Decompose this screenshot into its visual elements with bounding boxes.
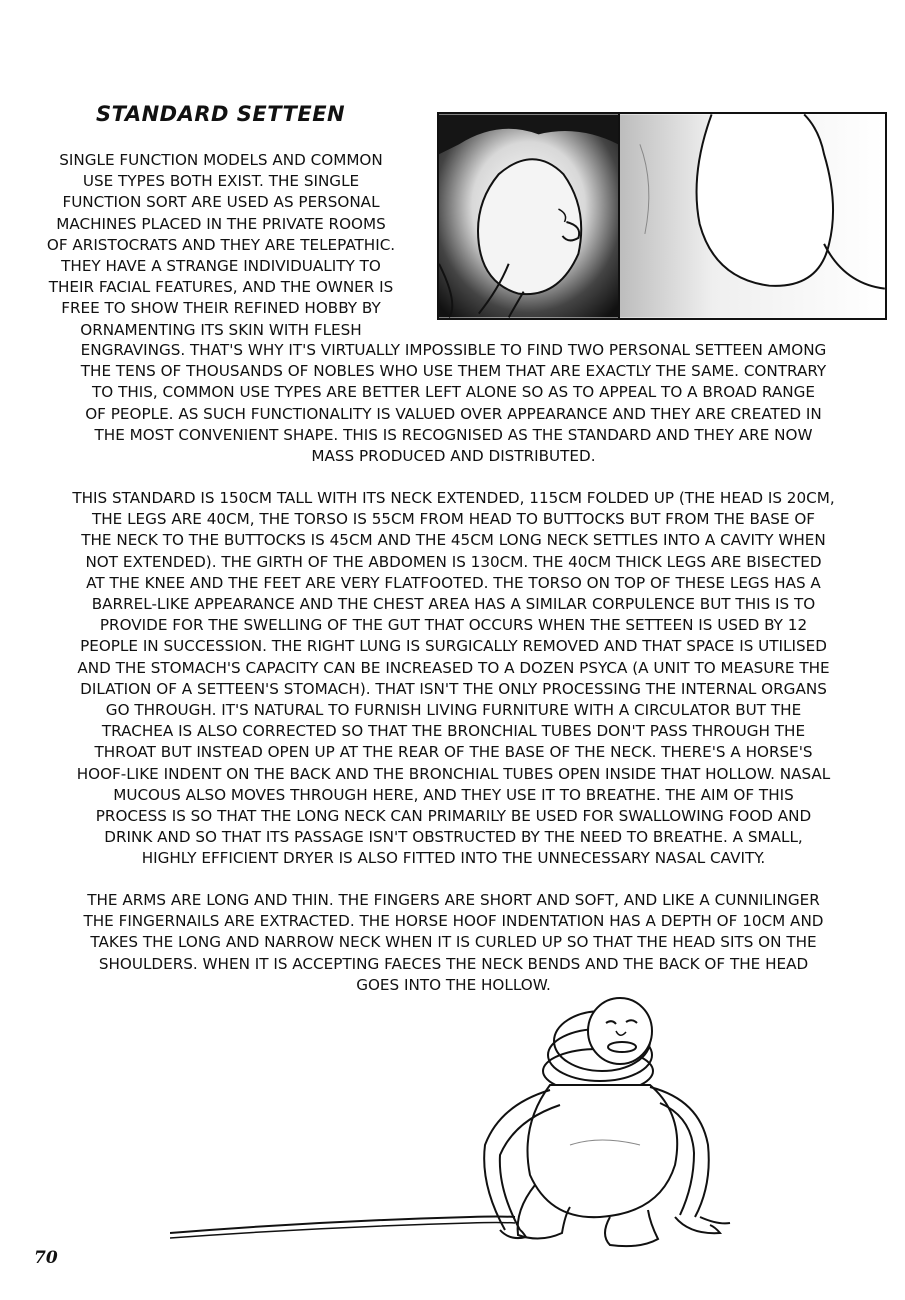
text-line: THE NECK TO THE BUTTOCKS IS 45CM AND THE 45CM LONG NECK SETTLES INTO A CAVITY WHEN xyxy=(81,531,826,550)
text-line: DRINK AND SO THAT ITS PASSAGE ISN'T OBSTRUCTED BY THE NEED TO BREATHE. A SMALL, xyxy=(104,828,803,847)
text-line: USE TYPES BOTH EXIST. THE SINGLE xyxy=(82,172,360,191)
text-line: HOOF-LIKE INDENT ON THE BACK AND THE BRONCHIAL TUBES OPEN INSIDE THAT HOLLOW. NASAL xyxy=(76,764,831,783)
manga-panel-illustration xyxy=(437,112,887,320)
text-line: AND THE STOMACH'S CAPACITY CAN BE INCREASED TO A DOZEN PSYCA (A UNIT TO MEASURE THE xyxy=(77,658,830,677)
text-line: BARREL-LIKE APPEARANCE AND THE CHEST AREA HAS A SIMILAR CORPULENCE BUT THIS IS TO xyxy=(91,595,816,614)
text-line: THE ARMS ARE LONG AND THIN. THE FINGERS ARE SHORT AND SOFT, AND LIKE A CUNNILINGER xyxy=(87,891,820,909)
paragraph-intro-top xyxy=(18,150,424,341)
section-heading: STANDARD SETTEEN xyxy=(96,102,346,126)
text-line: PROCESS IS SO THAT THE LONG NECK CAN PRIMARILY BE USED FOR SWALLOWING FOOD AND xyxy=(95,807,812,826)
text-line: THIS STANDARD IS 150CM TALL WITH ITS NECK EXTENDED, 115CM FOLDED UP (THE HEAD IS 20CM, xyxy=(72,489,835,507)
text-line: AT THE KNEE AND THE FEET ARE VERY FLATFOOTED. THE TORSO ON TOP OF THESE LEGS HAS A xyxy=(86,573,821,592)
page-number: 70 xyxy=(34,1248,58,1268)
text-line: ENGRAVINGS. THAT'S WHY IT'S VIRTUALLY IMPOSSIBLE TO FIND TWO PERSONAL SETTEEN AMONG xyxy=(80,341,827,359)
text-line: THE MOST CONVENIENT SHAPE. THIS IS RECOGNISED AS THE STANDARD AND THEY ARE NOW xyxy=(94,425,813,444)
text-line: MACHINES PLACED IN THE PRIVATE ROOMS xyxy=(56,214,386,233)
setteen-creature-illustration xyxy=(170,995,760,1253)
text-line: FREE TO SHOW THEIR REFINED HOBBY BY xyxy=(61,299,381,318)
text-line: TO THIS, COMMON USE TYPES ARE BETTER LEFT ALONE SO AS TO APPEAL TO A BROAD RANGE xyxy=(92,383,815,402)
text-line: TRACHEA IS ALSO CORRECTED SO THAT THE BRONCHIAL TUBES DON'T PASS THROUGH THE xyxy=(101,722,806,741)
paragraph-dimensions xyxy=(16,488,891,870)
text-line: THE TENS OF THOUSANDS OF NOBLES WHO USE THEM THAT ARE EXACTLY THE SAME. CONTRARY xyxy=(80,362,827,381)
text-line: TAKES THE LONG AND NARROW NECK WHEN IT IS CURLED UP SO THAT THE HEAD SITS ON THE xyxy=(90,933,817,952)
text-line: THEY HAVE A STRANGE INDIVIDUALITY TO xyxy=(61,257,381,276)
text-line: FUNCTION SORT ARE USED AS PERSONAL xyxy=(62,193,380,212)
text-line: DILATION OF A SETTEEN'S STOMACH). THAT ISN'T THE ONLY PROCESSING THE INTERNAL ORGANS xyxy=(80,679,827,698)
text-line: SHOULDERS. WHEN IT IS ACCEPTING FAECES THE NECK BENDS AND THE BACK OF THE HEAD xyxy=(98,954,809,973)
paragraph-intro-bottom xyxy=(16,340,891,467)
text-line: OF ARISTOCRATS AND THEY ARE TELEPATHIC. xyxy=(46,235,396,254)
text-line: MASS PRODUCED AND DISTRIBUTED. xyxy=(311,447,596,466)
text-line: MUCOUS ALSO MOVES THROUGH HERE, AND THEY USE IT TO BREATHE. THE AIM OF THIS xyxy=(113,785,794,804)
text-line: THE LEGS ARE 40CM, THE TORSO IS 55CM FROM HEAD TO BUTTOCKS BUT FROM THE BASE OF xyxy=(91,510,816,529)
text-line: GO THROUGH. IT'S NATURAL TO FURNISH LIVING FURNITURE WITH A CIRCULATOR BUT THE xyxy=(105,701,802,720)
text-line: GOES INTO THE HOLLOW. xyxy=(356,975,551,994)
text-line: THE FINGERNAILS ARE EXTRACTED. THE HORSE HOOF INDENTATION HAS A DEPTH OF 10CM AND xyxy=(83,912,824,931)
text-line: NOT EXTENDED). THE GIRTH OF THE ABDOMEN IS 130CM. THE 40CM THICK LEGS ARE BISECTED xyxy=(85,552,822,571)
head-closeup-drawing xyxy=(439,114,618,318)
paragraph-arms xyxy=(16,890,891,996)
text-line: THROAT BUT INSTEAD OPEN UP AT THE REAR OF THE BASE OF THE NECK. THERE'S A HORSE'S xyxy=(94,743,813,762)
buttocks-drawing xyxy=(620,114,885,318)
text-line: HIGHLY EFFICIENT DRYER IS ALSO FITTED INTO THE UNNECESSARY NASAL CAVITY. xyxy=(141,849,766,868)
text-line: PROVIDE FOR THE SWELLING OF THE GUT THAT OCCURS WHEN THE SETTEEN IS USED BY 12 xyxy=(99,616,808,635)
text-line: PEOPLE IN SUCCESSION. THE RIGHT LUNG IS SURGICALLY REMOVED AND THAT SPACE IS UTILISED xyxy=(80,637,827,656)
text-line: THEIR FACIAL FEATURES, AND THE OWNER IS xyxy=(48,278,394,297)
text-line: ORNAMENTING ITS SKIN WITH FLESH xyxy=(80,320,362,339)
text-line: SINGLE FUNCTION MODELS AND COMMON xyxy=(59,151,383,169)
text-line: OF PEOPLE. AS SUCH FUNCTIONALITY IS VALUED OVER APPEARANCE AND THEY ARE CREATED IN xyxy=(85,404,822,423)
